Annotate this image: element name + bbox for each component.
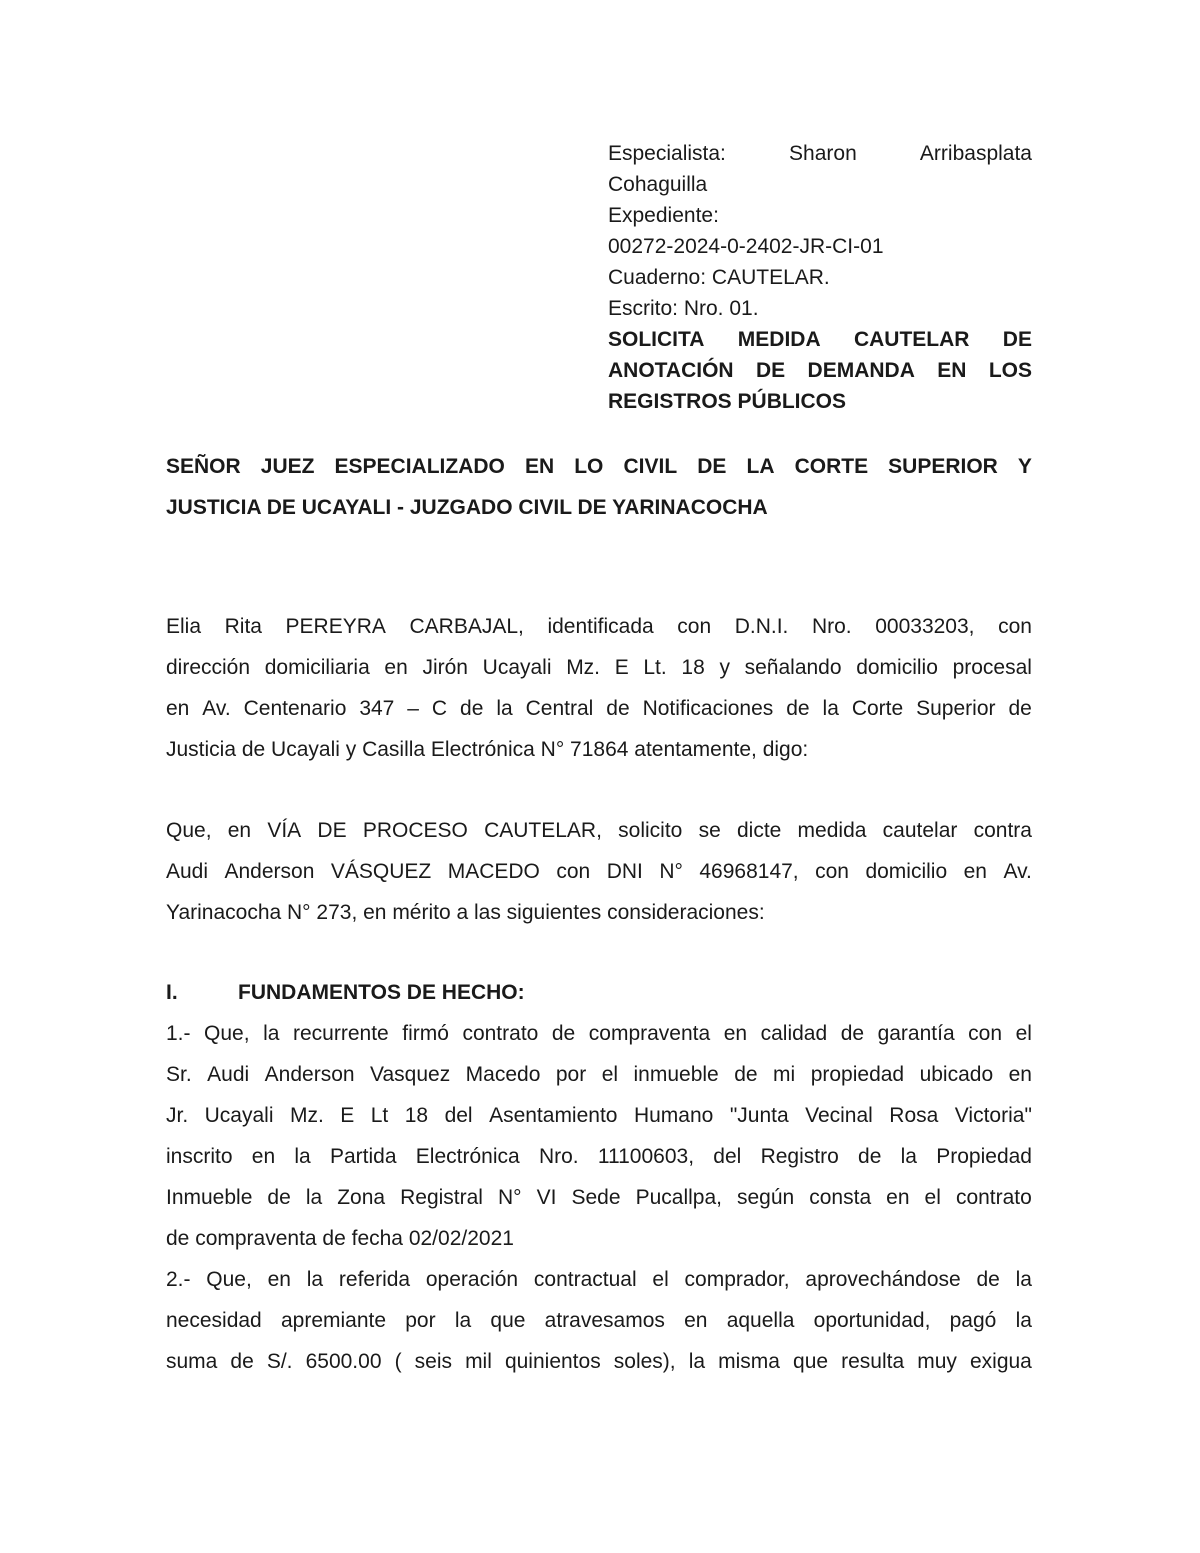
word: la bbox=[306, 1268, 324, 1291]
word: C bbox=[431, 697, 448, 720]
word: y bbox=[719, 656, 730, 679]
word: el bbox=[601, 1063, 619, 1086]
paragraph-line bbox=[166, 1341, 1032, 1382]
word: la bbox=[454, 1309, 472, 1332]
word: – bbox=[407, 697, 419, 720]
word: DEMANDA bbox=[807, 359, 915, 382]
word: la bbox=[305, 1186, 323, 1209]
word: DE bbox=[317, 819, 347, 842]
word: MACEDO bbox=[447, 860, 540, 883]
word: ( bbox=[394, 1350, 402, 1373]
paragraph-line bbox=[166, 1259, 1032, 1300]
word: de bbox=[551, 1022, 576, 1045]
word: Que, bbox=[204, 1022, 250, 1045]
word: DE bbox=[755, 359, 786, 382]
word: mil bbox=[465, 1350, 492, 1373]
word: la bbox=[822, 697, 839, 720]
word: inscrito bbox=[166, 1145, 233, 1168]
word: Vasquez bbox=[370, 1063, 451, 1086]
word: consta bbox=[809, 1186, 872, 1209]
especialista-first-name: Sharon bbox=[789, 142, 857, 165]
paragraph-line bbox=[166, 810, 1032, 851]
word: la bbox=[263, 1022, 280, 1045]
word: de bbox=[976, 1268, 1000, 1291]
word: 46968147, bbox=[699, 860, 799, 883]
word: Que, bbox=[166, 819, 212, 842]
word: medida bbox=[797, 819, 867, 842]
word: la bbox=[1015, 1268, 1032, 1291]
paragraph-line: de compraventa de fecha 02/02/2021 bbox=[166, 1227, 514, 1250]
word: ESPECIALIZADO bbox=[334, 455, 505, 478]
word: DE bbox=[1002, 328, 1032, 351]
word: Anderson bbox=[224, 860, 315, 883]
word: domiciliaria bbox=[264, 656, 370, 679]
word: según bbox=[737, 1186, 795, 1209]
petition-title bbox=[608, 324, 1032, 417]
word: operación bbox=[425, 1268, 519, 1291]
word: VÍA bbox=[267, 819, 302, 842]
case-header bbox=[608, 138, 1032, 417]
word: recurrente bbox=[293, 1022, 389, 1045]
word: PROCESO bbox=[362, 819, 468, 842]
word: compraventa bbox=[588, 1022, 711, 1045]
word: Anderson bbox=[264, 1063, 355, 1086]
word: Que, bbox=[206, 1268, 252, 1291]
word: pagó bbox=[949, 1309, 997, 1332]
especialista-continuation: Cohaguilla bbox=[608, 173, 708, 196]
paragraph-line bbox=[166, 647, 1032, 688]
especialista-line bbox=[608, 138, 1032, 169]
word: de bbox=[267, 1186, 291, 1209]
word: JUEZ bbox=[260, 455, 315, 478]
word: misma bbox=[718, 1350, 780, 1373]
word: necesidad bbox=[166, 1309, 262, 1332]
especialista-label: Especialista: bbox=[608, 142, 726, 165]
word: Nro. bbox=[811, 615, 852, 638]
word: del bbox=[444, 1104, 473, 1127]
word: Asentamiento bbox=[489, 1104, 618, 1127]
word: CARBAJAL, bbox=[409, 615, 524, 638]
word: 11100603, bbox=[597, 1145, 695, 1168]
word: LOS bbox=[988, 359, 1032, 382]
word: N° bbox=[498, 1186, 522, 1209]
word: en bbox=[1008, 1063, 1032, 1086]
word: SEÑOR bbox=[166, 455, 241, 478]
word: N° bbox=[659, 860, 683, 883]
word: Macedo bbox=[465, 1063, 541, 1086]
word: domicilio bbox=[865, 860, 948, 883]
word: Mz. bbox=[289, 1104, 324, 1127]
word: Inmueble bbox=[166, 1186, 253, 1209]
word: PEREYRA bbox=[285, 615, 386, 638]
paragraph-line: Yarinacocha N° 273, en mérito a las siguientes consideraciones: bbox=[166, 901, 765, 924]
petitioner-paragraph bbox=[166, 606, 1032, 770]
word: la bbox=[688, 1350, 706, 1373]
word: de bbox=[786, 697, 810, 720]
word: Rita bbox=[224, 615, 262, 638]
word: identificada bbox=[547, 615, 654, 638]
expediente-number: 00272-2024-0-2402-JR-CI-01 bbox=[608, 235, 884, 258]
word: la bbox=[900, 1145, 917, 1168]
word: de bbox=[840, 1022, 865, 1045]
word: cautelar bbox=[882, 819, 958, 842]
word: en bbox=[384, 656, 408, 679]
word: en bbox=[963, 860, 987, 883]
section-title: FUNDAMENTOS DE HECHO: bbox=[238, 981, 525, 1004]
word: resulta bbox=[841, 1350, 905, 1373]
request-paragraph bbox=[166, 810, 1032, 933]
word: 2.- bbox=[166, 1268, 191, 1291]
word: domicilio bbox=[856, 656, 938, 679]
word: D.N.I. bbox=[734, 615, 789, 638]
word: Audi bbox=[166, 860, 209, 883]
word: Vecinal bbox=[805, 1104, 873, 1127]
word: Registro bbox=[760, 1145, 839, 1168]
word: oportunidad, bbox=[813, 1309, 931, 1332]
word: dicte bbox=[736, 819, 782, 842]
section-heading bbox=[166, 972, 525, 1013]
word: procesal bbox=[952, 656, 1032, 679]
word: Victoria" bbox=[954, 1104, 1032, 1127]
word: el bbox=[1015, 1022, 1032, 1045]
word: en bbox=[267, 1268, 291, 1291]
word: dirección bbox=[166, 656, 251, 679]
word: el bbox=[652, 1268, 669, 1291]
word: Nro. bbox=[538, 1145, 579, 1168]
word: la bbox=[1015, 1309, 1032, 1332]
word: solicito bbox=[618, 819, 683, 842]
word: la bbox=[294, 1145, 311, 1168]
word: Av. bbox=[1003, 860, 1032, 883]
word: Zona bbox=[337, 1186, 386, 1209]
word: en bbox=[723, 1022, 748, 1045]
word: con bbox=[677, 615, 712, 638]
word: contrato bbox=[955, 1186, 1032, 1209]
word: CORTE bbox=[794, 455, 869, 478]
word: muy bbox=[917, 1350, 957, 1373]
word: en bbox=[227, 819, 252, 842]
word: Lt. bbox=[643, 656, 667, 679]
paragraph-line bbox=[166, 1095, 1032, 1136]
addressee-heading bbox=[166, 446, 1032, 528]
word: S/. bbox=[266, 1350, 293, 1373]
word: Mz. bbox=[566, 656, 601, 679]
word: Centenario bbox=[243, 697, 347, 720]
word: Sr. bbox=[166, 1063, 192, 1086]
word: Sede bbox=[571, 1186, 621, 1209]
word: E bbox=[614, 656, 629, 679]
word: SUPERIOR bbox=[888, 455, 998, 478]
word: por bbox=[405, 1309, 436, 1332]
word: Superior bbox=[916, 697, 996, 720]
paragraph-line bbox=[166, 1054, 1032, 1095]
paragraph-line bbox=[166, 1177, 1032, 1218]
paragraph-line bbox=[166, 688, 1032, 729]
word: 1.- bbox=[166, 1022, 191, 1045]
word: contractual bbox=[533, 1268, 637, 1291]
word: firmó bbox=[402, 1022, 449, 1045]
word: VÁSQUEZ bbox=[330, 860, 432, 883]
facts-paragraph bbox=[166, 1013, 1032, 1382]
word: en bbox=[684, 1309, 708, 1332]
word: quinientos bbox=[504, 1350, 601, 1373]
word: 347 bbox=[359, 697, 395, 720]
word: exigua bbox=[969, 1350, 1032, 1373]
petition-title-line bbox=[608, 324, 1032, 355]
word: Central bbox=[525, 697, 594, 720]
word: Corte bbox=[851, 697, 904, 720]
word: se bbox=[698, 819, 721, 842]
word: de bbox=[858, 1145, 882, 1168]
word: 18 bbox=[681, 656, 705, 679]
word: aprovechándose bbox=[805, 1268, 961, 1291]
addressee-line: JUSTICIA DE UCAYALI - JUZGADO CIVIL DE YARINACOCHA bbox=[166, 496, 768, 519]
word: VI bbox=[536, 1186, 557, 1209]
word: Jirón bbox=[422, 656, 468, 679]
word: de bbox=[734, 1063, 758, 1086]
word: que bbox=[490, 1309, 526, 1332]
word: DNI bbox=[606, 860, 643, 883]
word: inmueble bbox=[633, 1063, 719, 1086]
word: Humano bbox=[633, 1104, 714, 1127]
word: la bbox=[496, 697, 513, 720]
word: aquella bbox=[726, 1309, 795, 1332]
word: soles), bbox=[613, 1350, 676, 1373]
word: LO bbox=[574, 455, 604, 478]
word: Av. bbox=[202, 697, 231, 720]
word: Notificaciones bbox=[642, 697, 774, 720]
word: Partida bbox=[330, 1145, 397, 1168]
word: Ucayali bbox=[482, 656, 552, 679]
word: de bbox=[1008, 697, 1032, 720]
word: EN bbox=[937, 359, 967, 382]
addressee-line bbox=[166, 446, 1032, 487]
word: DE bbox=[697, 455, 727, 478]
word: EN bbox=[524, 455, 555, 478]
word: 18 bbox=[404, 1104, 429, 1127]
section-number: I. bbox=[166, 981, 178, 1004]
word: calidad bbox=[760, 1022, 828, 1045]
word: CAUTELAR, bbox=[484, 819, 602, 842]
word: CAUTELAR bbox=[853, 328, 970, 351]
word: en bbox=[166, 697, 190, 720]
petition-title-line: REGISTROS PÚBLICOS bbox=[608, 390, 847, 413]
paragraph-line bbox=[166, 1136, 1032, 1177]
word: Jr. bbox=[166, 1104, 189, 1127]
word: suma bbox=[166, 1350, 218, 1373]
word: "Junta bbox=[729, 1104, 789, 1127]
word: apremiante bbox=[280, 1309, 387, 1332]
word: Registral bbox=[400, 1186, 483, 1209]
word: con bbox=[556, 860, 591, 883]
paragraph-line: Justicia de Ucayali y Casilla Electrónica N° 71864 atentamente, digo: bbox=[166, 738, 809, 761]
word: con bbox=[998, 615, 1032, 638]
expediente-label: Expediente: bbox=[608, 204, 719, 227]
petition-title-line bbox=[608, 355, 1032, 386]
word: con bbox=[815, 860, 849, 883]
paragraph-line bbox=[166, 1300, 1032, 1341]
word: de bbox=[606, 697, 630, 720]
word: Rosa bbox=[889, 1104, 939, 1127]
word: SOLICITA bbox=[608, 328, 705, 351]
escrito-line: Escrito: Nro. 01. bbox=[608, 297, 759, 320]
paragraph-line bbox=[166, 606, 1032, 647]
word: CIVIL bbox=[623, 455, 678, 478]
word: garantía bbox=[877, 1022, 955, 1045]
word: contra bbox=[973, 819, 1032, 842]
word: Pucallpa, bbox=[635, 1186, 722, 1209]
word: ANOTACIÓN bbox=[608, 359, 734, 382]
word: que bbox=[793, 1350, 829, 1373]
word: referida bbox=[338, 1268, 411, 1291]
word: mi bbox=[773, 1063, 796, 1086]
paragraph-line bbox=[166, 1013, 1032, 1054]
word: atravesamos bbox=[544, 1309, 665, 1332]
word: E bbox=[340, 1104, 355, 1127]
word: señalando bbox=[744, 656, 842, 679]
word: Electrónica bbox=[415, 1145, 520, 1168]
especialista-last-name: Arribasplata bbox=[919, 142, 1032, 165]
paragraph-line bbox=[166, 851, 1032, 892]
word: 00033203, bbox=[875, 615, 975, 638]
word: 6500.00 bbox=[305, 1350, 382, 1373]
word: contrato bbox=[462, 1022, 539, 1045]
word: Propiedad bbox=[936, 1145, 1032, 1168]
word: de bbox=[230, 1350, 254, 1373]
word: Ucayali bbox=[204, 1104, 274, 1127]
word: propiedad bbox=[810, 1063, 905, 1086]
word: LA bbox=[746, 455, 775, 478]
word: de bbox=[460, 697, 484, 720]
word: Elia bbox=[166, 615, 202, 638]
word: Audi bbox=[207, 1063, 250, 1086]
word: seis bbox=[414, 1350, 452, 1373]
word: MEDIDA bbox=[737, 328, 821, 351]
word: el bbox=[924, 1186, 941, 1209]
word: comprador, bbox=[684, 1268, 790, 1291]
word: Y bbox=[1017, 455, 1032, 478]
word: con bbox=[968, 1022, 1003, 1045]
word: Lt bbox=[370, 1104, 389, 1127]
word: en bbox=[886, 1186, 910, 1209]
cuaderno-line: Cuaderno: CAUTELAR. bbox=[608, 266, 830, 289]
word: por bbox=[555, 1063, 587, 1086]
word: en bbox=[251, 1145, 276, 1168]
word: del bbox=[713, 1145, 742, 1168]
word: ubicado bbox=[919, 1063, 994, 1086]
